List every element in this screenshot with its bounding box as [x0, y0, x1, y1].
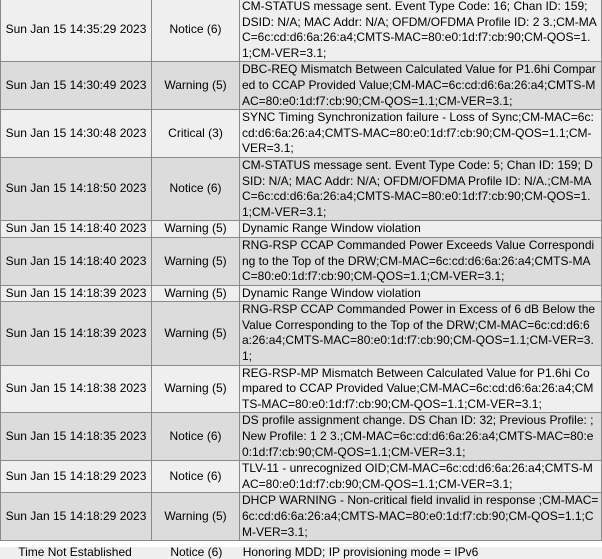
event-log-row — [1, 365, 602, 413]
event-log-row — [1, 302, 602, 365]
event-description: Honoring MDD; IP provisioning mode = IPv6 — [242, 547, 479, 559]
event-description: Dynamic Range Window violation — [240, 285, 602, 302]
event-time: Sun Jan 15 14:18:50 2023 — [1, 157, 152, 220]
event-description: REG-RSP-MP Mismatch Between Calculated Value for P1.6hi Compared to CCAP Provided Value;CM-MAC=6c:cd:d6:6a:26:a4;CMTS-MAC=80:e0:1d:f7:cb:90;CM-QOS=1.1;CM-VER=3.1; — [240, 365, 602, 413]
event-log-row — [1, 285, 602, 302]
event-log-row — [1, 0, 602, 62]
event-priority: Notice (6) — [170, 547, 223, 559]
event-time: Sun Jan 15 14:18:40 2023 — [1, 237, 152, 285]
event-priority: Warning (5) — [152, 365, 240, 413]
event-description: DBC-REQ Mismatch Between Calculated Value for P1.6hi Compared to CCAP Provided Value;CM-MAC=6c:cd:d6:6a:26:a4;CMTS-MAC=80:e0:1d:f7:cb:90;CM-QOS=1.1;CM-VER=3.1; — [240, 62, 602, 110]
event-log-row — [1, 62, 602, 110]
event-description: RNG-RSP CCAP Commanded Power Exceeds Value Corresponding to the Top of the DRW;CM-MAC=6c:cd:d6:6a:26:a4;CMTS-MAC=80:e0:1d:f7:cb:90;CM-QOS=1.1;CM-VER=3.1; — [240, 237, 602, 285]
event-description: DS profile assignment change. DS Chan ID: 32; Previous Profile: ; New Profile: 1 2 3.;CM-MAC=6c:cd:d6:6a:26:a4;CMTS-MAC=80:e0:1d:f7:cb:90;CM-QOS=1.1;CM-VER=3.1; — [240, 413, 602, 461]
event-log-row — [1, 461, 602, 493]
event-time: Sun Jan 15 14:35:29 2023 — [1, 0, 152, 62]
event-priority: Warning (5) — [152, 237, 240, 285]
event-description: CM-STATUS message sent. Event Type Code: 5; Chan ID: 159; DSID: N/A; MAC Addr: N/A; OFDM/OFDMA Profile ID: N/A.;CM-MAC=6c:cd:d6:6a:26:a4;CMTS-MAC=80:e0:1d:f7:cb:90;CM-QOS=1.1;CM-VER=3.1; — [240, 157, 602, 220]
event-time: Sun Jan 15 14:18:40 2023 — [1, 221, 152, 238]
event-priority: Warning (5) — [152, 285, 240, 302]
event-description: Dynamic Range Window violation — [240, 221, 602, 238]
event-priority: Warning (5) — [152, 62, 240, 110]
event-log-body — [1, 0, 602, 541]
event-priority: Warning (5) — [152, 493, 240, 541]
event-time: Sun Jan 15 14:18:39 2023 — [1, 302, 152, 365]
event-time: Sun Jan 15 14:18:29 2023 — [1, 461, 152, 493]
event-time: Sun Jan 15 14:18:38 2023 — [1, 365, 152, 413]
event-time: Sun Jan 15 14:18:35 2023 — [1, 413, 152, 461]
event-priority: Notice (6) — [152, 413, 240, 461]
event-description: SYNC Timing Synchronization failure - Loss of Sync;CM-MAC=6c:cd:d6:6a:26:a4;CMTS-MAC=80:e0:1d:f7:cb:90;CM-QOS=1.1;CM-VER=3.1; — [240, 110, 602, 158]
event-description: RNG-RSP CCAP Commanded Power in Excess of 6 dB Below the Value Corresponding to the Top of the DRW;CM-MAC=6c:cd:d6:6a:26:a4;CMTS-MAC=80:e0:1d:f7:cb:90;CM-QOS=1.1;CM-VER=3.1; — [240, 302, 602, 365]
event-log-row — [1, 110, 602, 158]
event-description: TLV-11 - unrecognized OID;CM-MAC=6c:cd:d6:6a:26:a4;CMTS-MAC=80:e0:1d:f7:cb:90;CM-QOS=1.1;CM-VER=3.1; — [240, 461, 602, 493]
event-priority: Warning (5) — [152, 302, 240, 365]
event-time: Sun Jan 15 14:18:39 2023 — [1, 285, 152, 302]
event-time: Sun Jan 15 14:18:29 2023 — [1, 493, 152, 541]
event-priority: Warning (5) — [152, 221, 240, 238]
event-description: CM-STATUS message sent. Event Type Code: 16; Chan ID: 159; DSID: N/A; MAC Addr: N/A; OFDM/OFDMA Profile ID: 2 3.;CM-MAC=6c:cd:d6:6a:26:a4;CMTS-MAC=80:e0:1d:f7:cb:90;CM-QOS=1.1;CM-VER=3.1; — [240, 0, 602, 62]
event-priority: Notice (6) — [152, 157, 240, 220]
event-time: Sun Jan 15 14:30:49 2023 — [1, 62, 152, 110]
event-priority: Notice (6) — [152, 0, 240, 62]
event-log-row-partial — [0, 547, 602, 559]
event-description: DHCP WARNING - Non-critical field invalid in response ;CM-MAC=6c:cd:d6:6a:26:a4;CMTS-MAC=80:e0:1d:f7:cb:90;CM-QOS=1.1;CM-VER=3.1; — [240, 493, 602, 541]
event-time: Sun Jan 15 14:30:48 2023 — [1, 110, 152, 158]
event-time: Time Not Established — [18, 547, 132, 559]
event-log-row — [1, 413, 602, 461]
event-log-row — [1, 157, 602, 220]
event-priority: Notice (6) — [152, 461, 240, 493]
event-log-row — [1, 221, 602, 238]
event-log-row — [1, 493, 602, 541]
event-log-row — [1, 237, 602, 285]
event-priority: Critical (3) — [152, 110, 240, 158]
